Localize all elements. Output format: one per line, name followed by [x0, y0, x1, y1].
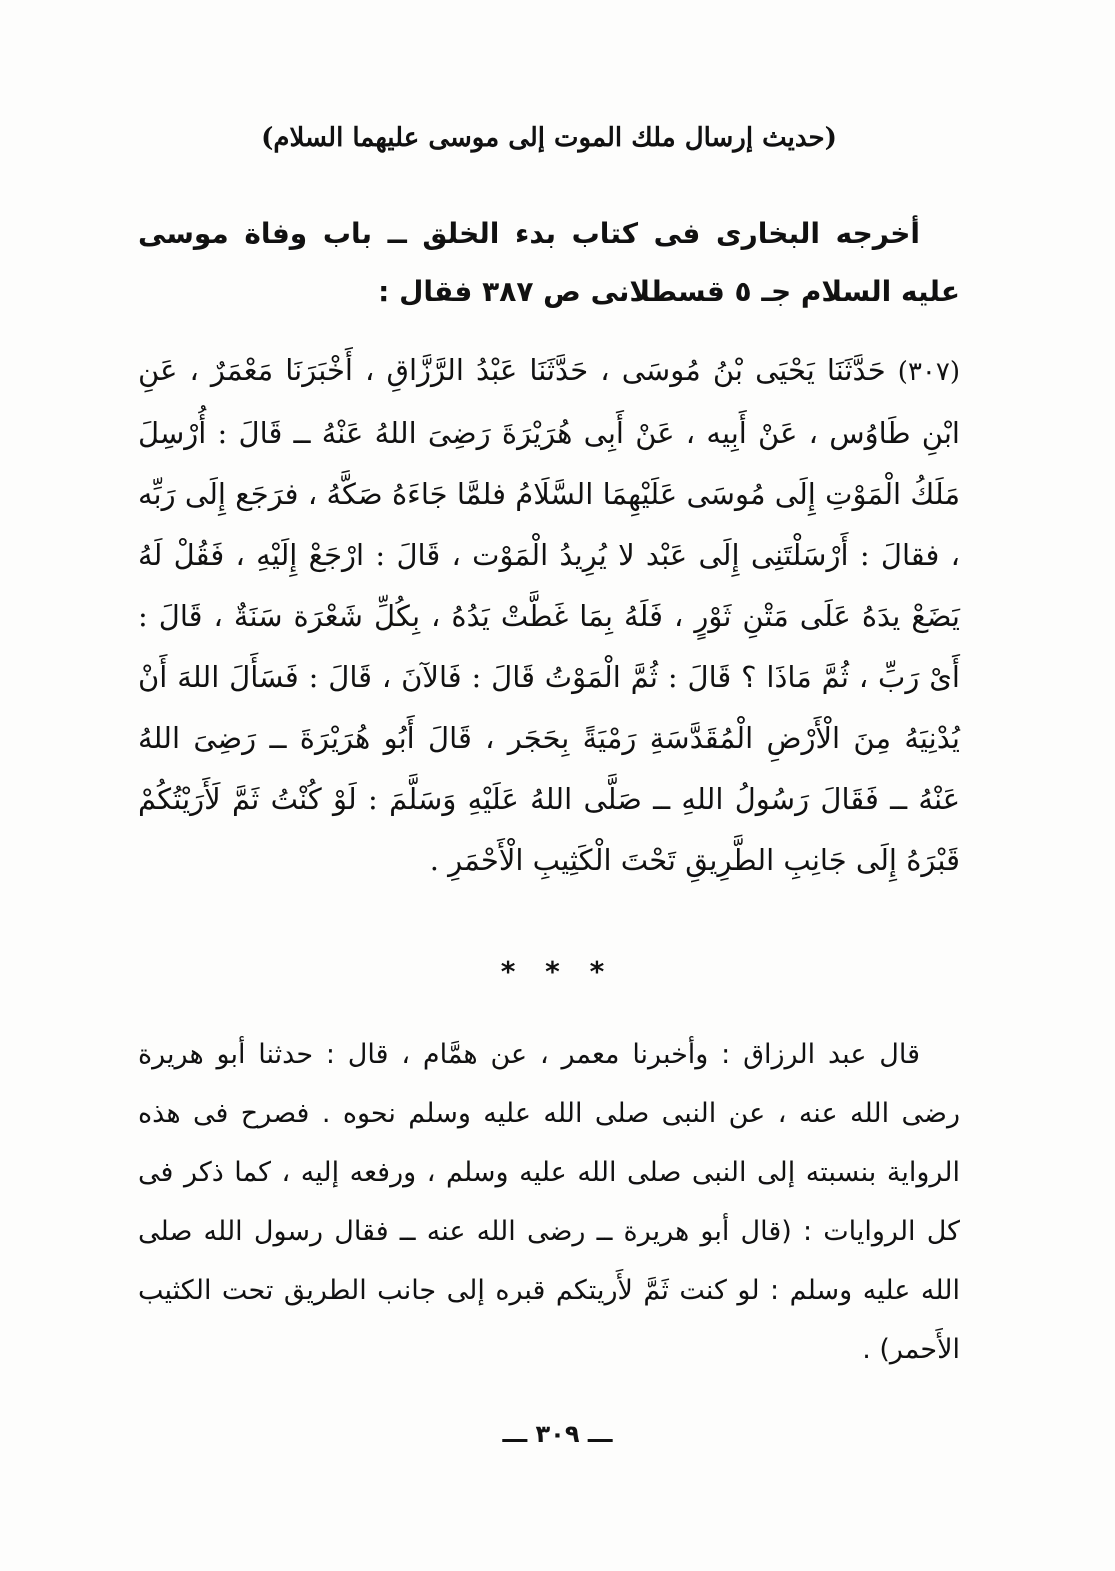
hadith-paragraph	[138, 340, 960, 891]
page-number: ـــ ٣٠٩ ـــ	[502, 1420, 613, 1448]
hadith-number: (٣٠٧)	[897, 357, 960, 387]
intro-paragraph: أخرجه البخارى فى كتاب بدء الخلق ــ باب وفاة موسى عليه السلام جـ ٥ قسطلانى ص ٣٨٧ فقال :	[138, 217, 960, 308]
hadith-text: حَدَّثَنَا يَحْيَى بْنُ مُوسَى ، حَدَّثَنَا عَبْدُ الرَّزَّاقِ ، أَخْبَرَنَا مَعْمَرٌ ، عَنِ ابْنِ طَاوُس ، عَنْ أَبِيه ، عَنْ أَبِى هُرَيْرَةَ رَضِىَ اللهُ عَنْهُ ــ قَالَ : أُرْسِلَ مَلَكُ الْمَوْتِ إِلَى مُوسَى عَلَيْهِمَا السَّلَامُ فلمَّا جَاءَهُ صَكَّهُ ، فرَجَع إِلَى رَبِّه ، فقالَ : أَرْسَلْتَنِى إِلَى عَبْد لا يُرِيدُ الْمَوْت ، قَالَ : ارْجَعْ إِلَيْهِ ، فَقُلْ لَهُ يَضَعْ يدَهُ عَلَى مَتْنِ ثَوْرٍ ، فَلَهُ بِمَا غَطَّتْ يَدُهُ ، بِكُلِّ شَعْرَة سَنَةٌ ، قَالَ : أَىْ رَبِّ ، ثُمَّ مَاذَا ؟ قَالَ : ثُمَّ الْمَوْتُ قَالَ : فَالآنَ ، قَالَ : فَسَأَلَ اللهَ أَنْ يُدْنِيَهُ مِنَ الْأَرْضِ الْمُقَدَّسَةِ رَمْيَةً بِحَجَر ، قَالَ أَبُو هُرَيْرَةَ ــ رَضِىَ اللهُ عَنْهُ ــ فَقَالَ رَسُولُ اللهِ ــ صَلَّى اللهُ عَلَيْهِ وَسَلَّمَ : لَوْ كُنْتُ ثَمَّ لَأَرَيْتُكُمْ قَبْرَهُ إِلَى جَانِبِ الطَّرِيقِ تَحْتَ الْكَثِيبِ الْأَحْمَرِ .	[138, 353, 960, 877]
section-separator: * * *	[500, 955, 615, 988]
commentary-paragraph: قال عبد الرزاق : وأخبرنا معمر ، عن همَّام ، قال : حدثنا أبو هريرة رضى الله عنه ، عن النبى صلى الله عليه وسلم نحوه . فصرح فى هذه الرواية بنسبته إلى النبى صلى الله عليه وسلم ، ورفعه إليه ، كما ذكر فى كل الروايات : (قال أبو هريرة ــ رضى الله عنه ــ فقال رسول الله صلى الله عليه وسلم : لو كنت ثَمَّ لأَريتكم قبره إلى جانب الطريق تحت الكثيب الأَحمر) .	[138, 1039, 960, 1365]
section-title: (حديث إرسال ملك الموت إلى موسى عليهما السلام)	[261, 123, 837, 153]
